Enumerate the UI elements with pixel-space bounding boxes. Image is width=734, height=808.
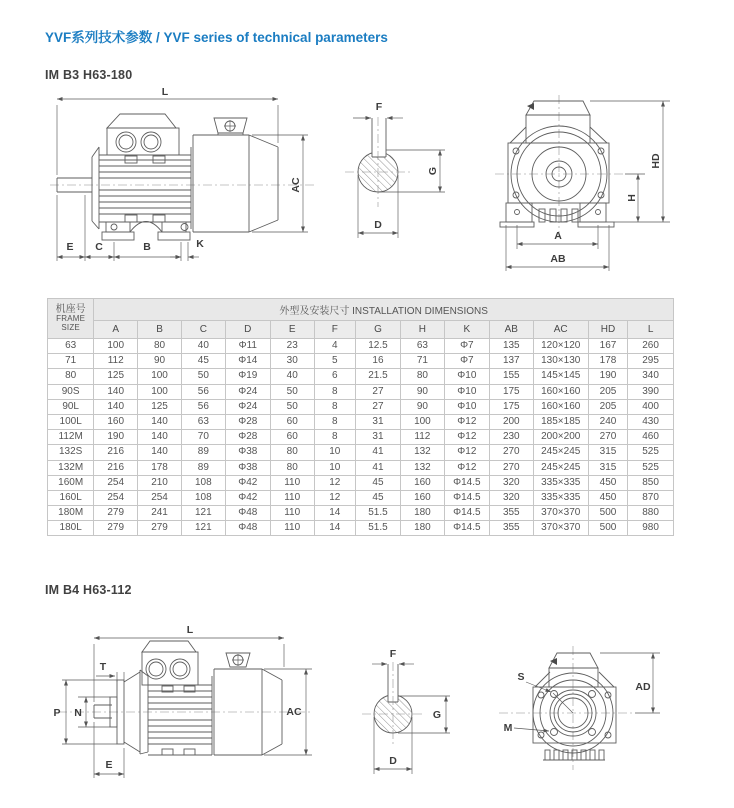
dimension-cell: 41 [355,445,400,460]
dimension-cell: 90 [401,384,445,399]
installation-dimensions-table [47,298,674,536]
frame-size-cell: 100L [48,414,94,429]
col-header-AB: AB [489,321,533,339]
dimension-cell: 140 [138,414,182,429]
col-header-E: E [270,321,314,339]
dimension-cell: 90 [138,354,182,369]
table-row [48,384,674,399]
dimension-cell: 200 [489,414,533,429]
b3-front-view-drawing [495,95,670,271]
dimension-cell: 121 [181,506,225,521]
dimension-cell: 850 [628,475,674,490]
dimension-cell: 160 [94,414,138,429]
dimension-cell: 50 [270,384,314,399]
dimension-cell: Φ42 [225,490,270,505]
dimension-cell: Φ38 [225,460,270,475]
dimension-cell: 50 [270,399,314,414]
dimension-cell: 50 [181,369,225,384]
dimension-cell: 140 [138,430,182,445]
dimension-cell: 980 [628,521,674,536]
frame-size-cell: 63 [48,339,94,354]
dim-label-A: A [554,230,562,242]
dimension-cell: 315 [588,445,627,460]
dimension-cell: 254 [138,490,182,505]
table-row [48,460,674,475]
dimension-cell: 205 [588,399,627,414]
dimension-cell: Φ14 [225,354,270,369]
dimension-cell: 254 [94,475,138,490]
b3-side-view-drawing [50,86,315,261]
dimension-cell: 137 [489,354,533,369]
dimension-cell: 132 [401,445,445,460]
frame-size-cell: 90L [48,399,94,414]
dimension-cell: 27 [355,399,400,414]
dimension-cell: 112 [401,430,445,445]
table-row [48,430,674,445]
dimension-cell: Φ12 [444,430,489,445]
dimension-cell: 145×145 [533,369,588,384]
dimension-cell: Φ19 [225,369,270,384]
dimension-cell: 12 [314,475,355,490]
dimension-cell: 12 [314,490,355,505]
dimension-cell: 121 [181,521,225,536]
dimension-cell: 130×130 [533,354,588,369]
dimension-cell: Φ28 [225,430,270,445]
dimension-cell: 80 [270,445,314,460]
dimension-cell: 245×245 [533,460,588,475]
frame-size-cell: 80 [48,369,94,384]
dimension-cell: 160 [401,490,445,505]
dimension-cell: Φ10 [444,369,489,384]
frame-size-cell: 180M [48,506,94,521]
dimension-cell: 335×335 [533,490,588,505]
dimension-cell: 230 [489,430,533,445]
dimension-cell: 450 [588,490,627,505]
dim-label-H: H [626,194,638,202]
col-header-H: H [401,321,445,339]
dimension-cell: 45 [181,354,225,369]
dimension-cell: 51.5 [355,521,400,536]
col-header-B: B [138,321,182,339]
b3-dimension-drawings [0,85,734,290]
dimension-cell: 4 [314,339,355,354]
dimension-cell: 70 [181,430,225,445]
dim-label-N: N [74,707,82,719]
col-header-L: L [628,321,674,339]
dimension-cell: 31 [355,414,400,429]
dimension-cell: 370×370 [533,506,588,521]
table-row [48,354,674,369]
dimension-cell: 870 [628,490,674,505]
dimension-cell: 180 [401,506,445,521]
dimension-cell: Φ7 [444,354,489,369]
dimension-cell: 108 [181,490,225,505]
dimension-cell: 110 [270,506,314,521]
dimension-cell: 14 [314,521,355,536]
dimension-cell: 175 [489,399,533,414]
dim-label-M: M [503,722,513,734]
dimension-cell: 270 [489,460,533,475]
dim-label-HD: HD [650,153,662,169]
dimension-cell: 8 [314,430,355,445]
col-header-C: C [181,321,225,339]
dimension-cell: 135 [489,339,533,354]
dimension-cell: 320 [489,490,533,505]
dimension-cell: 430 [628,414,674,429]
dimension-cell: 112 [94,354,138,369]
dimension-cell: 100 [138,369,182,384]
dimension-cell: 5 [314,354,355,369]
dimension-cell: 100 [94,339,138,354]
dimension-cell: 100 [138,384,182,399]
b4-shaft-section-drawing [362,648,450,774]
col-header-D: D [225,321,270,339]
dimension-cell: 110 [270,521,314,536]
dimension-cell: 132 [401,460,445,475]
dimension-cell: 14 [314,506,355,521]
dimension-cell: 125 [94,369,138,384]
dimension-cell: Φ12 [444,414,489,429]
dimension-cell: 160 [401,475,445,490]
dimension-cell: Φ24 [225,399,270,414]
dimension-cell: 110 [270,490,314,505]
dim-label-S: S [517,671,525,683]
dim-label-E2: E [105,759,113,771]
dimension-cell: 140 [94,399,138,414]
dimension-cell: 190 [94,430,138,445]
dim-label-D: D [374,219,382,231]
dimension-cell: 254 [94,490,138,505]
table-row [48,521,674,536]
frame-size-cell: 112M [48,430,94,445]
dim-label-AC2: AC [286,706,302,718]
dimension-cell: 125 [138,399,182,414]
dimension-cell: 40 [270,369,314,384]
dimension-cell: 216 [94,445,138,460]
frame-size-header-cn: 机座号 [55,303,86,315]
dim-label-F2: F [389,648,397,660]
dimension-cell: Φ38 [225,445,270,460]
dimension-cell: Φ14.5 [444,475,489,490]
dimension-cell: 185×185 [533,414,588,429]
dimension-cell: 60 [270,430,314,445]
dimension-cell: 240 [588,414,627,429]
table-row [48,399,674,414]
dimension-cell: 10 [314,460,355,475]
dimension-cell: 210 [138,475,182,490]
dimension-cell: 110 [270,475,314,490]
col-header-A: A [94,321,138,339]
frame-size-cell: 160L [48,490,94,505]
col-header-F: F [314,321,355,339]
dimension-cell: 80 [270,460,314,475]
frame-size-cell: 90S [48,384,94,399]
frame-size-cell: 71 [48,354,94,369]
dimension-cell: 12.5 [355,339,400,354]
dimension-cell: 8 [314,399,355,414]
dimension-cell: 27 [355,384,400,399]
dimension-cell: Φ12 [444,445,489,460]
dimension-cell: 335×335 [533,475,588,490]
dimension-cell: 60 [270,414,314,429]
b4-dimension-drawings [0,612,734,802]
frame-size-cell: 180L [48,521,94,536]
dim-label-AD: AD [635,681,651,693]
dimension-cell: 370×370 [533,521,588,536]
table-row [48,445,674,460]
dimension-cell: 23 [270,339,314,354]
dimension-cell: 140 [138,445,182,460]
dim-label-G2: G [432,709,442,721]
dimension-cell: 279 [94,506,138,521]
dimension-cell: 295 [628,354,674,369]
dimension-cell: 45 [355,490,400,505]
frame-size-header-en: FRAME SIZE [56,314,86,332]
dimension-cell: 178 [588,354,627,369]
dim-label-E: E [66,241,74,253]
frame-size-cell: 160M [48,475,94,490]
col-header-HD: HD [588,321,627,339]
dimension-cell: 71 [401,354,445,369]
dimension-cell: 500 [588,506,627,521]
table-row [48,369,674,384]
dimension-cell: 100 [401,414,445,429]
dimension-cell: Φ28 [225,414,270,429]
dimension-cell: Φ14.5 [444,490,489,505]
dimension-cell: 140 [94,384,138,399]
dim-label-P: P [53,707,61,719]
dimension-cell: 279 [138,521,182,536]
dim-label-AC: AC [290,177,302,193]
col-header-K: K [444,321,489,339]
dimension-cell: 525 [628,445,674,460]
dimension-cell: 63 [181,414,225,429]
dimension-cell: 56 [181,399,225,414]
frame-size-header [48,299,94,339]
dimension-cell: 200×200 [533,430,588,445]
frame-size-cell: 132S [48,445,94,460]
dimension-cell: 41 [355,460,400,475]
dimension-cell: 80 [401,369,445,384]
dimension-cell: Φ48 [225,506,270,521]
table-row [48,414,674,429]
dimension-cell: 315 [588,460,627,475]
dimension-cell: 8 [314,414,355,429]
dimension-cell: 260 [628,339,674,354]
dimension-cell: Φ7 [444,339,489,354]
dimension-cell: 21.5 [355,369,400,384]
dimension-cell: 56 [181,384,225,399]
installation-dimensions-header: 外型及安装尺寸 INSTALLATION DIMENSIONS [94,299,674,321]
dimension-cell: 10 [314,445,355,460]
dimension-cell: 175 [489,384,533,399]
dimension-cell: 525 [628,460,674,475]
dimension-cell: 16 [355,354,400,369]
dimension-cell: 245×245 [533,445,588,460]
dim-label-D2: D [389,755,397,767]
table-row [48,490,674,505]
dimension-cell: 190 [588,369,627,384]
dimension-cell: Φ14.5 [444,521,489,536]
dimension-cell: 880 [628,506,674,521]
col-header-AC: AC [533,321,588,339]
dimension-cell: 460 [628,430,674,445]
dim-label-L2: L [186,624,194,636]
dimension-cell: 6 [314,369,355,384]
dimension-cell: Φ42 [225,475,270,490]
dimension-cell: 8 [314,384,355,399]
table-row [48,339,674,354]
dimension-cell: 108 [181,475,225,490]
frame-size-cell: 132M [48,460,94,475]
dimension-cell: 390 [628,384,674,399]
dimension-cell: Φ10 [444,384,489,399]
dimension-cell: 120×120 [533,339,588,354]
dimension-cell: 31 [355,430,400,445]
dimension-cell: 40 [181,339,225,354]
dimension-cell: 155 [489,369,533,384]
dimension-cell: Φ48 [225,521,270,536]
dim-label-K: K [196,238,204,250]
section-heading-b4: IM B4 H63-112 [45,583,132,597]
dimension-cell: 160×160 [533,384,588,399]
dimension-cell: Φ10 [444,399,489,414]
b4-flange-view-drawing [499,646,660,770]
dim-label-F: F [375,101,383,113]
dimension-cell: 279 [94,521,138,536]
dimension-cell: 51.5 [355,506,400,521]
dimension-cell: Φ14.5 [444,506,489,521]
dimension-cell: 30 [270,354,314,369]
table-row [48,475,674,490]
dimension-cell: 216 [94,460,138,475]
dimension-cell: Φ11 [225,339,270,354]
dimension-cell: 355 [489,521,533,536]
dimension-cell: Φ12 [444,460,489,475]
dimension-cell: 270 [588,430,627,445]
page-title: YVF系列技术参数 / YVF series of technical parameters [45,30,388,45]
dim-label-L: L [161,86,169,98]
dim-label-T: T [99,661,107,673]
dimension-cell: 80 [138,339,182,354]
dimension-cell: 90 [401,399,445,414]
dimension-cell: 340 [628,369,674,384]
dimension-cell: 205 [588,384,627,399]
dimension-cell: 241 [138,506,182,521]
dimension-cell: 270 [489,445,533,460]
dimension-cell: 355 [489,506,533,521]
dimension-cell: 320 [489,475,533,490]
dim-label-C: C [95,241,103,253]
b4-side-view-drawing [53,624,312,778]
dim-label-B: B [143,241,151,253]
b3-shaft-section-drawing [345,101,445,238]
dimension-cell: 178 [138,460,182,475]
dimension-cell: 500 [588,521,627,536]
dimension-cell: Φ24 [225,384,270,399]
dim-label-G: G [427,166,439,176]
dimension-cell: 45 [355,475,400,490]
table-row [48,506,674,521]
dimension-cell: 63 [401,339,445,354]
dimension-cell: 89 [181,445,225,460]
dimension-cell: 167 [588,339,627,354]
dimension-cell: 160×160 [533,399,588,414]
section-heading-b3: IM B3 H63-180 [45,68,133,82]
dimension-cell: 400 [628,399,674,414]
dimension-cell: 180 [401,521,445,536]
col-header-G: G [355,321,400,339]
dim-label-AB: AB [550,253,566,265]
dimension-cell: 89 [181,460,225,475]
dimension-cell: 450 [588,475,627,490]
